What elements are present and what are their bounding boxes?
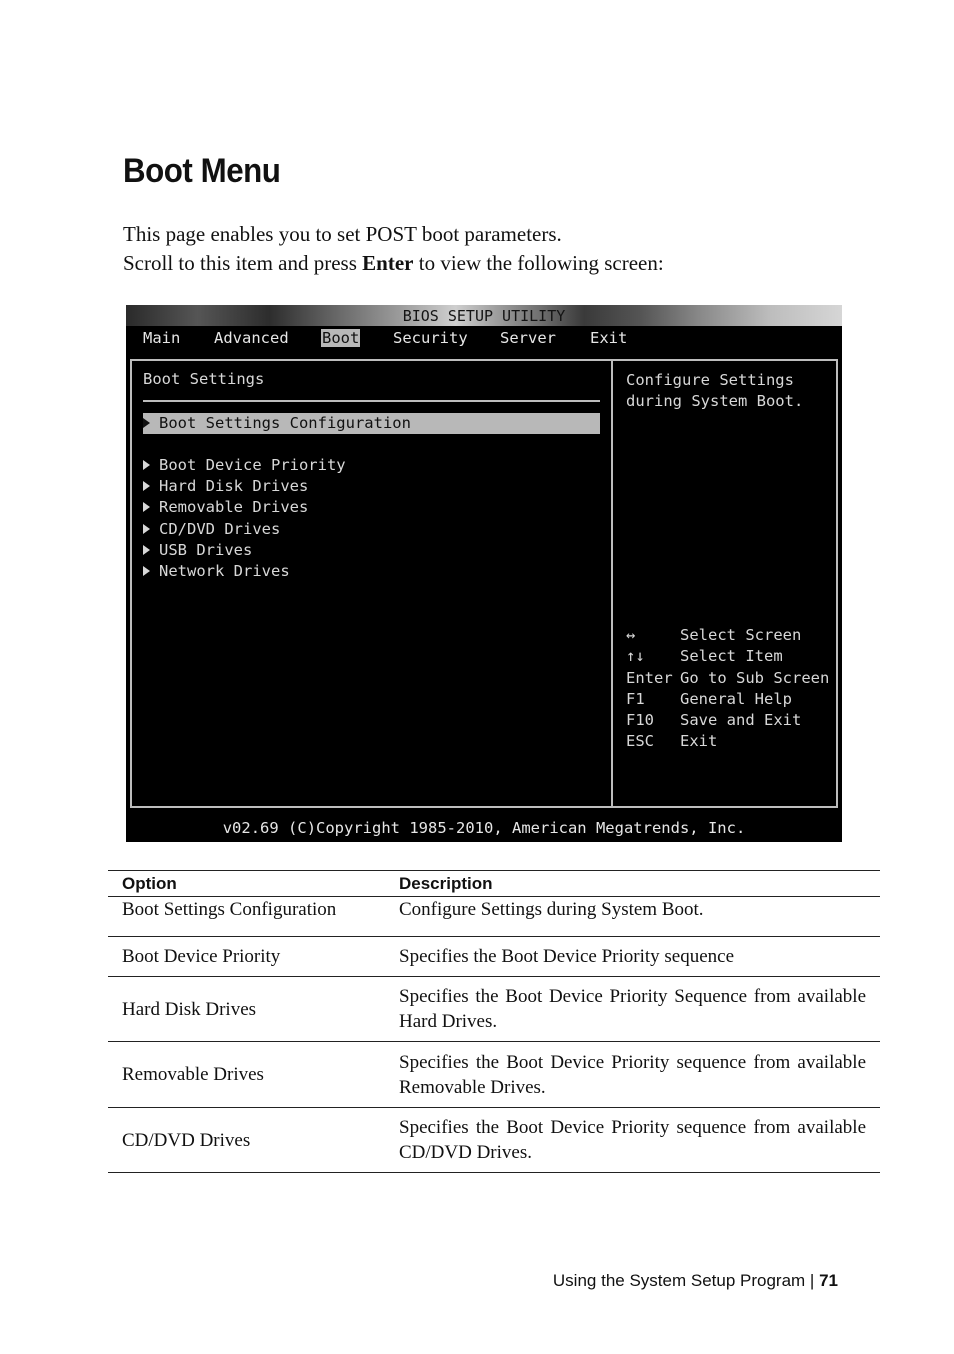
page-footer xyxy=(0,1271,838,1291)
bios-key-f10 xyxy=(626,710,801,731)
triangle-right-icon xyxy=(143,545,150,555)
bios-menubar xyxy=(126,326,842,350)
description-cell: Configure Settings during System Boot. xyxy=(385,897,880,937)
column-header-description: Description xyxy=(385,871,880,897)
triangle-right-icon xyxy=(143,524,150,534)
triangle-right-icon xyxy=(143,418,150,428)
bios-panel-rule xyxy=(143,400,600,402)
options-table xyxy=(108,870,880,1173)
bios-selected-item-label: Boot Settings Configuration xyxy=(159,414,411,432)
bios-key-action: Select Screen xyxy=(680,626,802,644)
description-cell: Specifies the Boot Device Priority sequence xyxy=(385,937,880,977)
description-cell: Specifies the Boot Device Priority Sequence from available Hard Drives. xyxy=(385,977,880,1042)
table-row xyxy=(108,1108,880,1173)
bios-menu-security[interactable]: Security xyxy=(393,329,468,347)
bios-item-boot-device-priority[interactable] xyxy=(143,455,346,476)
left-right-arrow-icon: ↔ xyxy=(626,626,636,644)
bios-key-esc xyxy=(626,731,717,752)
bios-selected-item[interactable] xyxy=(143,413,600,434)
bios-item-cd-dvd-drives[interactable] xyxy=(143,519,280,540)
bios-panel-divider xyxy=(611,359,613,808)
bios-help-line-2: during System Boot. xyxy=(626,392,804,410)
footer-section-title: Using the System Setup Program xyxy=(552,1271,806,1290)
enter-key-label: Enter xyxy=(362,251,414,275)
bios-menu-exit[interactable]: Exit xyxy=(590,329,628,347)
table-row xyxy=(108,937,880,977)
bios-key-select-item xyxy=(626,646,783,667)
intro-line-2-post: to view the following screen: xyxy=(413,251,664,275)
intro-line-1: This page enables you to set POST boot parameters. xyxy=(123,222,562,246)
bios-menu-server[interactable]: Server xyxy=(500,329,556,347)
bios-item-label: Removable Drives xyxy=(159,498,309,516)
bios-item-label: Boot Device Priority xyxy=(159,456,346,474)
bios-item-hard-disk-drives[interactable] xyxy=(143,476,308,497)
bios-panel-title: Boot Settings xyxy=(143,370,265,388)
bios-menu-main[interactable]: Main xyxy=(143,329,181,347)
table-row xyxy=(108,897,880,937)
triangle-right-icon xyxy=(143,460,150,470)
bios-item-removable-drives[interactable] xyxy=(143,497,308,518)
bios-item-usb-drives[interactable] xyxy=(143,540,252,561)
table-row xyxy=(108,977,880,1042)
description-cell: Specifies the Boot Device Priority sequence from available Removable Drives. xyxy=(385,1042,880,1108)
bios-screenshot xyxy=(126,305,842,842)
bios-key-action: Save and Exit xyxy=(680,711,802,729)
bios-key-action: Select Item xyxy=(680,647,783,665)
bios-key-name: ESC xyxy=(626,732,654,750)
bios-key-enter xyxy=(626,668,829,689)
bios-key-action: Exit xyxy=(680,732,718,750)
option-cell: Hard Disk Drives xyxy=(108,977,385,1042)
bios-menu-advanced[interactable]: Advanced xyxy=(214,329,289,347)
footer-separator: | xyxy=(809,1271,815,1290)
page-number: 71 xyxy=(819,1271,838,1290)
bios-help-line-1: Configure Settings xyxy=(626,371,794,389)
bios-key-action: General Help xyxy=(680,690,792,708)
up-down-arrow-icon: ↑↓ xyxy=(626,647,645,665)
bios-key-name: Enter xyxy=(626,669,673,687)
triangle-right-icon xyxy=(143,566,150,576)
bios-item-label: Hard Disk Drives xyxy=(159,477,309,495)
option-cell: Removable Drives xyxy=(108,1042,385,1108)
option-cell: CD/DVD Drives xyxy=(108,1108,385,1173)
page-title: Boot Menu xyxy=(123,152,281,190)
triangle-right-icon xyxy=(143,481,150,491)
bios-item-network-drives[interactable] xyxy=(143,561,290,582)
bios-key-name: F10 xyxy=(626,711,654,729)
option-cell: Boot Device Priority xyxy=(108,937,385,977)
bios-item-label: CD/DVD Drives xyxy=(159,520,281,538)
description-cell: Specifies the Boot Device Priority sequence from available CD/DVD Drives. xyxy=(385,1108,880,1173)
table-header-row xyxy=(108,871,880,897)
bios-titlebar: BIOS SETUP UTILITY xyxy=(126,305,842,326)
triangle-right-icon xyxy=(143,502,150,512)
intro-text xyxy=(123,220,664,278)
bios-key-select-screen xyxy=(626,625,801,646)
column-header-option: Option xyxy=(108,871,385,897)
bios-key-name: F1 xyxy=(626,690,645,708)
table-row xyxy=(108,1042,880,1108)
option-cell: Boot Settings Configuration xyxy=(108,897,385,937)
bios-menu-boot[interactable]: Boot xyxy=(322,329,360,347)
bios-item-label: Network Drives xyxy=(159,562,290,580)
bios-key-f1 xyxy=(626,689,792,710)
bios-item-label: USB Drives xyxy=(159,541,253,559)
intro-line-2-pre: Scroll to this item and press xyxy=(123,251,363,275)
bios-copyright-bar: v02.69 (C)Copyright 1985-2010, American Megatrends, Inc. xyxy=(222,819,746,837)
bios-key-action: Go to Sub Screen xyxy=(680,669,830,687)
